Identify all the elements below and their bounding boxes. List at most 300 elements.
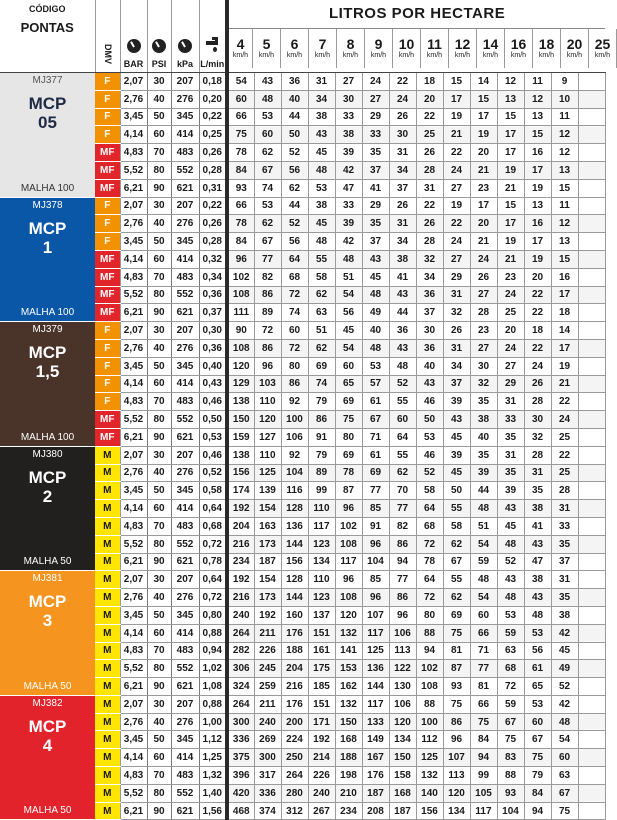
bar-cell: 2,76 — [120, 339, 147, 357]
kpa-cell: 621 — [171, 553, 199, 571]
psi-cell: 40 — [147, 589, 171, 607]
rate-cell-6kmh: 80 — [281, 357, 308, 375]
rate-cell-16kmh: 68 — [497, 660, 524, 678]
speed-value: 12 — [454, 36, 471, 52]
rate-cell-4kmh: 84 — [227, 161, 254, 179]
nozzle-name — [0, 717, 95, 755]
rate-cell-16kmh: 17 — [497, 126, 524, 144]
rate-cell-14kmh: 26 — [470, 268, 497, 286]
rate-cell-11kmh: 20 — [416, 90, 443, 108]
rate-cell-5kmh: 53 — [254, 197, 281, 215]
nozzle-code: MJ378 — [32, 199, 63, 211]
rate-cell-25kmh — [578, 161, 605, 179]
lmin-cell: 0,28 — [199, 161, 227, 179]
rate-cell-14kmh: 117 — [470, 802, 497, 820]
speed-labels-row — [229, 29, 611, 68]
rate-cell-8kmh: 54 — [335, 286, 362, 304]
rate-cell-20kmh: 42 — [551, 695, 578, 713]
rate-cell-4kmh: 138 — [227, 446, 254, 464]
rate-cell-25kmh — [578, 215, 605, 233]
rate-cell-10kmh: 55 — [389, 393, 416, 411]
bar-cell: 4,83 — [120, 517, 147, 535]
table-row — [0, 322, 605, 340]
rate-cell-16kmh: 13 — [497, 90, 524, 108]
rate-cell-11kmh: 64 — [416, 500, 443, 518]
rate-cell-8kmh: 56 — [335, 304, 362, 322]
rate-cell-14kmh: 17 — [470, 197, 497, 215]
rate-cell-16kmh: 17 — [497, 215, 524, 233]
rate-cell-5kmh: 211 — [254, 624, 281, 642]
rate-cell-8kmh: 234 — [335, 802, 362, 820]
rate-cell-12kmh: 62 — [443, 535, 470, 553]
rate-cell-18kmh: 22 — [524, 339, 551, 357]
rate-cell-16kmh: 43 — [497, 571, 524, 589]
speed-value: 8 — [346, 36, 355, 52]
rate-cell-14kmh: 14 — [470, 73, 497, 91]
lmin-cell: 1,08 — [199, 678, 227, 696]
kpa-cell: 207 — [171, 571, 199, 589]
psi-cell: 60 — [147, 749, 171, 767]
psi-cell: 80 — [147, 784, 171, 802]
lmin-cell: 0,36 — [199, 339, 227, 357]
rate-cell-14kmh: 77 — [470, 660, 497, 678]
rate-cell-20kmh: 10 — [551, 90, 578, 108]
rate-cell-7kmh: 38 — [308, 197, 335, 215]
speed-header-10 — [393, 29, 421, 68]
rate-cell-20kmh: 35 — [551, 589, 578, 607]
lmin-cell: 0,46 — [199, 393, 227, 411]
rate-cell-10kmh: 187 — [389, 802, 416, 820]
rate-cell-11kmh: 40 — [416, 357, 443, 375]
psi-cell: 30 — [147, 73, 171, 91]
kpa-cell: 345 — [171, 606, 199, 624]
dmv-badge: M — [95, 606, 120, 624]
rate-cell-9kmh: 33 — [362, 126, 389, 144]
rate-cell-4kmh: 192 — [227, 571, 254, 589]
nozzle-name-line1: MCP — [28, 94, 67, 113]
rate-cell-10kmh: 86 — [389, 535, 416, 553]
kpa-cell: 345 — [171, 233, 199, 251]
rate-cell-12kmh: 75 — [443, 695, 470, 713]
dmv-badge: F — [95, 393, 120, 411]
rate-cell-18kmh: 94 — [524, 802, 551, 820]
dmv-badge: M — [95, 553, 120, 571]
rate-cell-20kmh: 60 — [551, 749, 578, 767]
lmin-cell: 0,88 — [199, 624, 227, 642]
rate-cell-7kmh: 185 — [308, 678, 335, 696]
rate-cell-7kmh: 267 — [308, 802, 335, 820]
psi-cell: 30 — [147, 197, 171, 215]
rate-cell-9kmh: 45 — [362, 268, 389, 286]
kpa-cell: 207 — [171, 446, 199, 464]
nozzle-group-cell — [0, 197, 95, 322]
rate-cell-14kmh: 23 — [470, 322, 497, 340]
rate-cell-11kmh: 28 — [416, 233, 443, 251]
kpa-cell: 621 — [171, 802, 199, 820]
rate-cell-20kmh: 49 — [551, 660, 578, 678]
rate-cell-4kmh: 264 — [227, 624, 254, 642]
dmv-header — [95, 0, 120, 73]
rate-cell-5kmh: 163 — [254, 517, 281, 535]
rate-cell-7kmh: 86 — [308, 411, 335, 429]
rate-cell-9kmh: 96 — [362, 535, 389, 553]
rate-cell-9kmh: 125 — [362, 642, 389, 660]
rate-cell-8kmh: 117 — [335, 553, 362, 571]
rate-cell-16kmh: 25 — [497, 304, 524, 322]
rate-cell-8kmh: 42 — [335, 161, 362, 179]
speed-unit: km/h — [510, 52, 527, 59]
rate-cell-11kmh: 53 — [416, 428, 443, 446]
rate-cell-6kmh: 72 — [281, 286, 308, 304]
rate-cell-10kmh: 113 — [389, 642, 416, 660]
bar-cell: 2,07 — [120, 695, 147, 713]
rate-cell-5kmh: 60 — [254, 126, 281, 144]
rate-cell-20kmh: 67 — [551, 784, 578, 802]
lmin-cell: 0,52 — [199, 464, 227, 482]
bar-label: BAR — [123, 59, 144, 69]
rate-cell-25kmh — [578, 784, 605, 802]
nozzle-code: MJ379 — [32, 324, 63, 336]
rate-cell-20kmh: 33 — [551, 517, 578, 535]
rate-cell-8kmh: 45 — [335, 322, 362, 340]
speed-unit: km/h — [232, 52, 249, 59]
codigo-label: CÓDIGO — [28, 4, 66, 14]
rate-cell-4kmh: 204 — [227, 517, 254, 535]
rate-cell-16kmh: 15 — [497, 108, 524, 126]
rate-cell-6kmh: 176 — [281, 624, 308, 642]
rate-cell-10kmh: 130 — [389, 678, 416, 696]
rate-cell-11kmh: 36 — [416, 339, 443, 357]
rate-cell-5kmh: 74 — [254, 179, 281, 197]
psi-cell: 60 — [147, 126, 171, 144]
bar-cell: 2,07 — [120, 322, 147, 340]
rate-cell-16kmh: 48 — [497, 535, 524, 553]
rate-cell-7kmh: 134 — [308, 553, 335, 571]
rate-cell-16kmh: 63 — [497, 642, 524, 660]
rate-cell-16kmh: 45 — [497, 517, 524, 535]
rate-cell-9kmh: 48 — [362, 286, 389, 304]
dmv-badge: M — [95, 695, 120, 713]
dmv-badge: M — [95, 624, 120, 642]
rate-cell-18kmh: 43 — [524, 535, 551, 553]
dmv-badge: F — [95, 375, 120, 393]
rate-cell-4kmh: 420 — [227, 784, 254, 802]
psi-cell: 40 — [147, 215, 171, 233]
rate-cell-20kmh: 19 — [551, 357, 578, 375]
dmv-badge: MF — [95, 286, 120, 304]
speed-header-16 — [505, 29, 533, 68]
rate-cell-8kmh: 210 — [335, 784, 362, 802]
speed-value: 14 — [482, 36, 499, 52]
rate-cell-10kmh: 34 — [389, 233, 416, 251]
rate-cell-16kmh: 20 — [497, 322, 524, 340]
rate-cell-10kmh: 70 — [389, 482, 416, 500]
dmv-badge: M — [95, 784, 120, 802]
rate-cell-25kmh — [578, 500, 605, 518]
rate-cell-5kmh: 187 — [254, 553, 281, 571]
rate-cell-9kmh: 107 — [362, 606, 389, 624]
rate-cell-7kmh: 74 — [308, 375, 335, 393]
rate-cell-4kmh: 84 — [227, 233, 254, 251]
rate-cell-5kmh: 139 — [254, 482, 281, 500]
rate-cell-11kmh: 68 — [416, 517, 443, 535]
rate-cell-25kmh — [578, 357, 605, 375]
kpa-cell: 483 — [171, 268, 199, 286]
rate-cell-10kmh: 77 — [389, 500, 416, 518]
speed-unit: km/h — [342, 52, 359, 59]
rate-cell-12kmh: 81 — [443, 642, 470, 660]
rate-cell-9kmh: 85 — [362, 500, 389, 518]
dmv-badge: M — [95, 517, 120, 535]
rate-cell-11kmh: 32 — [416, 250, 443, 268]
rate-cell-11kmh: 132 — [416, 767, 443, 785]
rate-cell-9kmh: 149 — [362, 731, 389, 749]
rate-cell-11kmh: 88 — [416, 624, 443, 642]
kpa-cell: 414 — [171, 250, 199, 268]
rate-cell-6kmh: 136 — [281, 517, 308, 535]
kpa-cell: 552 — [171, 161, 199, 179]
rate-cell-20kmh: 35 — [551, 535, 578, 553]
rate-cell-10kmh: 94 — [389, 553, 416, 571]
psi-cell: 40 — [147, 464, 171, 482]
bar-cell: 5,52 — [120, 535, 147, 553]
rate-cell-8kmh: 69 — [335, 393, 362, 411]
rate-cell-20kmh: 17 — [551, 286, 578, 304]
rate-cell-8kmh: 87 — [335, 482, 362, 500]
rate-cell-11kmh: 50 — [416, 411, 443, 429]
rate-cell-11kmh: 58 — [416, 482, 443, 500]
bar-cell: 4,14 — [120, 375, 147, 393]
rate-cell-6kmh: 100 — [281, 411, 308, 429]
rate-cell-16kmh: 35 — [497, 464, 524, 482]
rate-cell-14kmh: 21 — [470, 233, 497, 251]
psi-cell: 30 — [147, 446, 171, 464]
lmin-cell: 0,28 — [199, 233, 227, 251]
dmv-label: DMV — [102, 44, 113, 64]
rate-cell-7kmh: 48 — [308, 233, 335, 251]
rate-cell-6kmh: 144 — [281, 589, 308, 607]
pressure-gauge-icon — [127, 39, 141, 53]
rate-cell-16kmh: 48 — [497, 589, 524, 607]
rate-cell-8kmh: 33 — [335, 108, 362, 126]
rate-cell-6kmh: 64 — [281, 250, 308, 268]
rate-cell-25kmh — [578, 767, 605, 785]
rate-cell-5kmh: 103 — [254, 375, 281, 393]
rate-cell-7kmh: 45 — [308, 144, 335, 162]
nozzle-code: MJ380 — [32, 448, 63, 460]
rate-cell-11kmh: 22 — [416, 197, 443, 215]
rate-cell-20kmh: 52 — [551, 678, 578, 696]
rate-cell-5kmh: 67 — [254, 161, 281, 179]
kpa-cell: 276 — [171, 215, 199, 233]
rate-cell-12kmh: 29 — [443, 268, 470, 286]
rate-cell-10kmh: 158 — [389, 767, 416, 785]
rate-cell-16kmh: 31 — [497, 446, 524, 464]
rate-cell-8kmh: 51 — [335, 268, 362, 286]
rate-cell-12kmh: 55 — [443, 571, 470, 589]
rate-cell-8kmh: 132 — [335, 624, 362, 642]
lmin-cell: 0,88 — [199, 695, 227, 713]
filter-mesh: MALHA 50 — [23, 680, 72, 692]
rate-cell-16kmh: 88 — [497, 767, 524, 785]
rate-cell-5kmh: 269 — [254, 731, 281, 749]
rate-cell-12kmh: 96 — [443, 731, 470, 749]
rate-cell-6kmh: 204 — [281, 660, 308, 678]
bar-cell: 4,14 — [120, 749, 147, 767]
speed-header-12 — [449, 29, 477, 68]
dmv-badge: F — [95, 322, 120, 340]
rate-cell-5kmh: 67 — [254, 233, 281, 251]
rate-cell-18kmh: 75 — [524, 749, 551, 767]
filter-mesh: MALHA 50 — [23, 556, 72, 568]
bar-cell: 4,14 — [120, 500, 147, 518]
nozzle-name-line1: MCP — [28, 218, 67, 238]
nozzle-name-line2: 1,5 — [35, 362, 60, 382]
nozzle-name-line2: 05 — [38, 113, 57, 132]
rate-cell-25kmh — [578, 268, 605, 286]
rate-cell-14kmh: 23 — [470, 179, 497, 197]
rate-cell-11kmh: 18 — [416, 73, 443, 91]
rate-cell-14kmh: 15 — [470, 90, 497, 108]
psi-cell: 50 — [147, 357, 171, 375]
rate-cell-5kmh: 192 — [254, 606, 281, 624]
rate-cell-18kmh: 53 — [524, 624, 551, 642]
rate-cell-6kmh: 92 — [281, 446, 308, 464]
dmv-badge: M — [95, 589, 120, 607]
rate-cell-11kmh: 34 — [416, 268, 443, 286]
rate-cell-7kmh: 240 — [308, 784, 335, 802]
filter-mesh: MALHA 100 — [20, 431, 75, 443]
rate-cell-16kmh: 29 — [497, 375, 524, 393]
rate-cell-12kmh: 86 — [443, 713, 470, 731]
psi-cell: 30 — [147, 322, 171, 340]
rate-cell-7kmh: 63 — [308, 304, 335, 322]
rate-cell-16kmh: 104 — [497, 802, 524, 820]
rate-cell-20kmh: 12 — [551, 144, 578, 162]
rate-cell-6kmh: 104 — [281, 464, 308, 482]
rate-cell-16kmh: 75 — [497, 731, 524, 749]
rate-cell-14kmh: 38 — [470, 411, 497, 429]
rate-cell-16kmh: 19 — [497, 233, 524, 251]
rate-cell-8kmh: 65 — [335, 375, 362, 393]
rate-cell-10kmh: 36 — [389, 322, 416, 340]
rate-cell-25kmh — [578, 304, 605, 322]
rate-cell-20kmh: 31 — [551, 571, 578, 589]
rate-cell-10kmh: 26 — [389, 108, 416, 126]
rate-cell-10kmh: 26 — [389, 197, 416, 215]
rate-cell-8kmh: 75 — [335, 411, 362, 429]
rate-cell-14kmh: 40 — [470, 428, 497, 446]
bar-cell: 3,45 — [120, 357, 147, 375]
dmv-badge: F — [95, 126, 120, 144]
table-body — [0, 73, 605, 820]
rate-cell-4kmh: 54 — [227, 73, 254, 91]
rate-cell-11kmh: 94 — [416, 642, 443, 660]
speed-value: 20 — [566, 36, 583, 52]
rate-cell-7kmh: 123 — [308, 589, 335, 607]
rate-cell-10kmh: 52 — [389, 375, 416, 393]
rate-cell-5kmh: 154 — [254, 500, 281, 518]
rate-cell-7kmh: 38 — [308, 108, 335, 126]
psi-cell: 90 — [147, 802, 171, 820]
nozzle-code: MJ377 — [32, 75, 63, 86]
rate-cell-9kmh: 37 — [362, 233, 389, 251]
rate-cell-5kmh: 259 — [254, 678, 281, 696]
rate-cell-14kmh: 94 — [470, 749, 497, 767]
rate-cell-6kmh: 50 — [281, 126, 308, 144]
rate-cell-7kmh: 34 — [308, 90, 335, 108]
dmv-badge: F — [95, 197, 120, 215]
rate-cell-8kmh: 39 — [335, 144, 362, 162]
rate-cell-12kmh: 39 — [443, 446, 470, 464]
rate-cell-10kmh: 106 — [389, 624, 416, 642]
psi-cell: 40 — [147, 339, 171, 357]
rate-cell-10kmh: 34 — [389, 161, 416, 179]
rate-cell-18kmh: 26 — [524, 375, 551, 393]
bar-cell: 2,76 — [120, 215, 147, 233]
rate-cell-6kmh: 264 — [281, 767, 308, 785]
bar-cell: 6,21 — [120, 802, 147, 820]
rate-cell-8kmh: 33 — [335, 197, 362, 215]
dmv-badge: MF — [95, 304, 120, 322]
filter-mesh: MALHA 50 — [23, 805, 72, 817]
rate-cell-12kmh: 39 — [443, 393, 470, 411]
rate-cell-10kmh: 82 — [389, 517, 416, 535]
rate-cell-18kmh: 41 — [524, 517, 551, 535]
rate-cell-20kmh: 42 — [551, 624, 578, 642]
rate-cell-10kmh: 120 — [389, 713, 416, 731]
lmin-cell: 0,72 — [199, 589, 227, 607]
rate-cell-7kmh: 53 — [308, 179, 335, 197]
rate-cell-10kmh: 122 — [389, 660, 416, 678]
rate-cell-4kmh: 102 — [227, 268, 254, 286]
rate-cell-7kmh: 117 — [308, 517, 335, 535]
rate-cell-11kmh: 72 — [416, 589, 443, 607]
lmin-cell: 0,25 — [199, 126, 227, 144]
rate-cell-9kmh: 53 — [362, 357, 389, 375]
rate-cell-18kmh: 13 — [524, 197, 551, 215]
codigo-pontas-header — [0, 0, 95, 73]
rate-cell-12kmh: 120 — [443, 784, 470, 802]
rate-cell-9kmh: 37 — [362, 161, 389, 179]
kpa-cell: 552 — [171, 660, 199, 678]
nozzle-name-line2: 3 — [42, 611, 53, 631]
rate-cell-9kmh: 71 — [362, 428, 389, 446]
psi-cell: 60 — [147, 500, 171, 518]
rate-cell-6kmh: 106 — [281, 428, 308, 446]
rate-cell-25kmh — [578, 393, 605, 411]
rate-cell-7kmh: 48 — [308, 161, 335, 179]
rate-cell-5kmh: 226 — [254, 642, 281, 660]
rate-cell-14kmh: 66 — [470, 624, 497, 642]
psi-cell: 50 — [147, 233, 171, 251]
rate-cell-18kmh: 28 — [524, 446, 551, 464]
rate-cell-7kmh: 151 — [308, 695, 335, 713]
rate-cell-8kmh: 69 — [335, 446, 362, 464]
rate-cell-12kmh: 27 — [443, 179, 470, 197]
speed-value: 16 — [510, 36, 527, 52]
rate-cell-25kmh — [578, 428, 605, 446]
rate-cell-9kmh: 96 — [362, 589, 389, 607]
speed-header-9 — [365, 29, 393, 68]
rate-cell-11kmh: 108 — [416, 678, 443, 696]
dmv-badge: M — [95, 500, 120, 518]
rate-cell-16kmh: 67 — [497, 713, 524, 731]
rate-cell-10kmh: 60 — [389, 411, 416, 429]
rate-cell-25kmh — [578, 482, 605, 500]
rate-cell-11kmh: 52 — [416, 464, 443, 482]
rate-cell-16kmh: 93 — [497, 784, 524, 802]
